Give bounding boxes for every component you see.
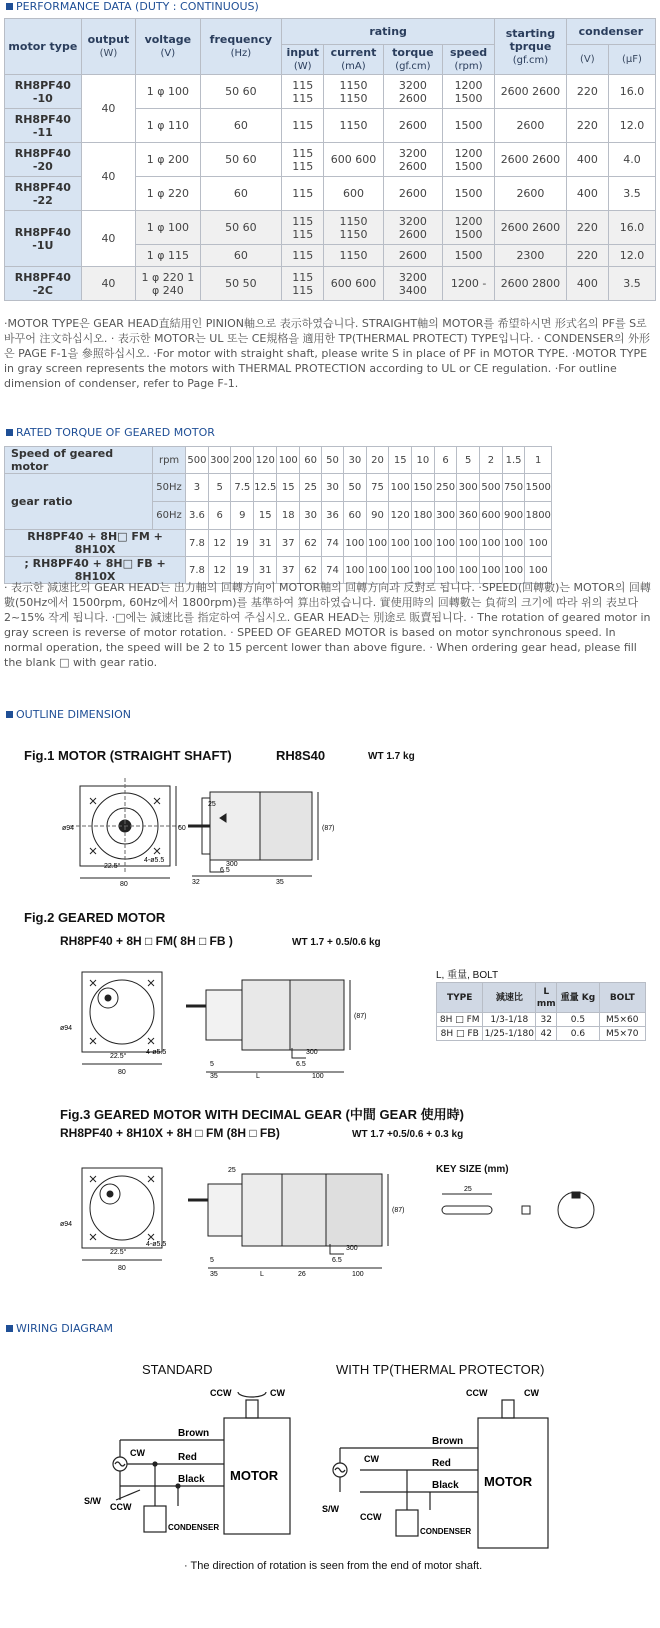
dim-87: (87) <box>354 1013 367 1020</box>
speed-cell: 1500 <box>443 109 495 143</box>
dim-25: 25 <box>208 801 216 808</box>
cond-v-cell: 220 <box>566 75 608 109</box>
speed-cell: 1500 <box>443 177 495 211</box>
torque-value-cell: 7.8 <box>186 530 209 557</box>
start-cell: 2600 2600 <box>495 143 567 177</box>
dim-80: 80 <box>118 1265 126 1272</box>
torque-cell: 3200 2600 <box>383 75 442 109</box>
motor-label: MOTOR <box>230 1468 279 1483</box>
gear-cell: 0.5 <box>557 1013 599 1027</box>
gear-th-ratio: 減速比 <box>483 983 536 1013</box>
dim-5: 5 <box>210 1257 214 1264</box>
torque-value-cell: 37 <box>277 557 300 584</box>
torque-value-cell: 100 <box>389 530 412 557</box>
torque-value-cell: 100 <box>344 557 367 584</box>
voltage-cell: 1 φ 115 <box>136 245 200 267</box>
th-starting-torque: starting tprque (gf.cm) <box>495 19 567 75</box>
th-frequency: frequency (Hz) <box>200 19 282 75</box>
torque-value-cell: 100 <box>480 530 503 557</box>
dim-65: 6.5 <box>332 1257 342 1264</box>
dim-holes: 4-ø5.5 <box>146 1241 167 1248</box>
torque-value-cell: 120 <box>254 447 277 474</box>
gear-cell: 1/3-1/18 <box>483 1013 536 1027</box>
model-cell: RH8PF40 -1U <box>5 211 82 267</box>
torque-value-cell: 500 <box>480 474 503 502</box>
wiring-note: · The direction of rotation is seen from the end of motor shaft. <box>184 1560 483 1572</box>
th-rating: rating <box>282 19 495 45</box>
output-cell: 40 <box>81 75 135 143</box>
side-view <box>186 980 350 1072</box>
speed-cell: 1500 <box>443 245 495 267</box>
voltage-cell: 1 φ 100 <box>136 75 200 109</box>
standard-title: STANDARD <box>142 1362 213 1377</box>
torque-cell: 2600 <box>383 109 442 143</box>
model-cell: RH8PF40 -10 <box>5 75 82 109</box>
dim-65: 6.5 <box>220 867 230 874</box>
dim-25: 25 <box>464 1186 472 1193</box>
torque-value-cell: 100 <box>480 557 503 584</box>
input-cell: 115 <box>282 177 324 211</box>
wiring-drawing <box>60 1380 620 1560</box>
table-row <box>5 143 656 177</box>
torque-value-cell: 100 <box>366 530 389 557</box>
current-cell: 1150 1150 <box>324 211 383 245</box>
torque-value-cell: 100 <box>412 557 435 584</box>
gear-th-L: L mm <box>536 983 557 1013</box>
cond-uf-cell: 16.0 <box>608 75 655 109</box>
current-cell: 600 600 <box>324 267 383 301</box>
torque-value-cell: 3 <box>186 474 209 502</box>
torque-value-cell: 7.5 <box>231 474 254 502</box>
torque-value-cell: 1.5 <box>502 447 525 474</box>
cond-v-cell: 400 <box>566 267 608 301</box>
model-cell: RH8PF40 -11 <box>5 109 82 143</box>
wiring-section-title <box>6 1322 113 1335</box>
torque-value-cell: 7.8 <box>186 557 209 584</box>
freq-cell: 50 60 <box>200 211 282 245</box>
torque-value-cell: 100 <box>457 530 480 557</box>
th-voltage: voltage (V) <box>136 19 200 75</box>
gear-th-type: TYPE <box>437 983 483 1013</box>
torque-title-text: RATED TORQUE OF GEARED MOTOR <box>16 426 215 439</box>
torque-value-cell: 6 <box>208 502 231 530</box>
condenser-label: CONDENSER <box>168 1523 220 1532</box>
torque-value-cell: 12 <box>208 557 231 584</box>
freq-cell: 50 60 <box>200 75 282 109</box>
torque-value-cell: 500 <box>186 447 209 474</box>
torque-value-cell: 10 <box>412 447 435 474</box>
tp-rot-ccw: CCW <box>466 1388 488 1398</box>
fig2-weight: WT 1.7 + 0.5/0.6 kg <box>292 937 381 948</box>
section-bullet-icon <box>6 1325 13 1332</box>
freq-cell: 60 <box>200 245 282 267</box>
fig3-model: RH8PF40 + 8H10X + 8H □ FM (8H □ FB) <box>60 1126 280 1140</box>
wire-brown: Brown <box>178 1428 210 1439</box>
torque-value-cell: 74 <box>322 530 344 557</box>
torque-value-cell: 100 <box>389 474 412 502</box>
speed-label: Speed of geared motor <box>5 447 153 474</box>
torque-value-cell: 19 <box>231 557 254 584</box>
torque-value-cell: 31 <box>254 530 277 557</box>
input-cell: 115 115 <box>282 75 324 109</box>
outline-title-text: OUTLINE DIMENSION <box>16 708 131 721</box>
speed-cell: 1200 1500 <box>443 211 495 245</box>
torque-value-cell: 100 <box>366 557 389 584</box>
th-condenser: condenser <box>566 19 655 45</box>
dim-100: 100 <box>352 1271 364 1278</box>
torque-value-cell: 150 <box>412 474 435 502</box>
torque-value-cell: 74 <box>322 557 344 584</box>
dim-25: 25 <box>228 1167 236 1174</box>
dim-35: 35 <box>210 1271 218 1278</box>
label-cw: CW <box>130 1448 145 1458</box>
torque-value-cell: 60 <box>344 502 367 530</box>
output-cell: 40 <box>81 143 135 211</box>
torque-value-cell: 15 <box>254 502 277 530</box>
table-row <box>437 1027 646 1041</box>
key-size-label: KEY SIZE (mm) <box>436 1164 509 1175</box>
torque-value-cell: 250 <box>434 474 457 502</box>
torque-value-cell: 180 <box>412 502 435 530</box>
th-input: input (W) <box>282 45 324 75</box>
th-speed: speed (rpm) <box>443 45 495 75</box>
torque-value-cell: 100 <box>525 530 552 557</box>
cond-uf-cell: 4.0 <box>608 143 655 177</box>
cond-uf-cell: 3.5 <box>608 267 655 301</box>
tp-condenser-label: CONDENSER <box>420 1527 472 1536</box>
torque-value-cell: 5 <box>208 474 231 502</box>
side-view <box>188 1174 388 1268</box>
gear-table <box>436 982 646 1041</box>
torque-value-cell: 25 <box>300 474 322 502</box>
model-cell: RH8PF40 -2C <box>5 267 82 301</box>
rpm-label: rpm <box>152 447 185 474</box>
gear-cell: M5×60 <box>599 1013 645 1027</box>
torque-value-cell: 60 <box>300 447 322 474</box>
torque-value-cell: 100 <box>502 557 525 584</box>
output-cell: 40 <box>81 267 135 301</box>
performance-note: ·MOTOR TYPE은 GEAR HEAD直結用인 PINION軸으로 表示하였습니다. STRAIGHT軸의 MOTOR를 希望하시면 形式名의 PF를 S로 바꾸어 注文하십시오. · 表示한 MOTOR는 UL 또는 CE規格을 適用한 TP(THERMAL PROTECT) TYPE입니다. · CONDENSER의 外形은 PAGE F-1을 參照하십시오. ·For motor with straight shaft, please write S in place of PF in MOTOR TYPE. ·MOTOR TYPE in gray screen represents the motors with THERMAL PROTECTION according to UL or CE regulation. ·For outline dimension of condenser, refer to Page F-1. <box>4 317 651 390</box>
current-cell: 1150 1150 <box>324 75 383 109</box>
label-ccw: CCW <box>110 1502 132 1512</box>
table-row <box>5 75 656 109</box>
torque-value-cell: 90 <box>366 502 389 530</box>
th-current: current (mA) <box>324 45 383 75</box>
voltage-cell: 1 φ 220 <box>136 177 200 211</box>
section-bullet-icon <box>6 429 13 436</box>
torque-value-cell: 100 <box>434 530 457 557</box>
torque-value-cell: 12.5 <box>254 474 277 502</box>
tp-label-cw: CW <box>364 1454 379 1464</box>
voltage-cell: 1 φ 100 <box>136 211 200 245</box>
torque-value-cell: 300 <box>457 474 480 502</box>
cond-uf-cell: 16.0 <box>608 211 655 245</box>
dim-35: 35 <box>276 879 284 886</box>
gear-cell: 8H □ FB <box>437 1027 483 1041</box>
torque-value-cell: 100 <box>525 557 552 584</box>
dim-94: ø94 <box>62 825 75 832</box>
dim-angle: 22.5° <box>110 1053 127 1060</box>
cond-v-cell: 400 <box>566 143 608 177</box>
dim-L: L <box>260 1271 264 1278</box>
torque-value-cell: 30 <box>300 502 322 530</box>
torque-value-cell: 31 <box>254 557 277 584</box>
start-cell: 2600 <box>495 109 567 143</box>
dim-angle: 22.5° <box>110 1249 127 1256</box>
cond-uf-cell: 3.5 <box>608 177 655 211</box>
torque-cell: 2600 <box>383 177 442 211</box>
performance-table <box>4 18 656 301</box>
torque-value-cell: 1500 <box>525 474 552 502</box>
dim-26: 26 <box>298 1271 306 1278</box>
torque-value-cell: 100 <box>277 447 300 474</box>
gear-cell: 1/25-1/180 <box>484 1028 535 1039</box>
gear-cell: 42 <box>536 1027 557 1041</box>
torque-note: · 表示한 減速比의 GEAR HEAD는 出力軸의 回轉方向이 MOTOR軸의 回轉方向과 反對로 됩니다. ·SPEED(回轉數)는 MOTOR의 回轉數(50Hz에서 1500rpm, 60Hz에서 1800rpm)를 基準하여 算出하였습니다. 實使用時의 回轉數는 負荷의 크기에 따라 위의 表보다 2~15% 작게 됩니다. ·□에는 減速比를 指定하여 주십시오. GEAR HEAD는 別途로 販賣됩니다. · The rotation of geared motor in gray screen is reverse of motor rotation. · SPEED OF GEARED MOTOR is based on motor synchronous speed. In normal operation, the speed will be 2 to 15 percent lower than above figure. · When ordering gear head, please fill the blank □ with gear ratio. <box>4 581 651 669</box>
torque-value-cell: 1 <box>525 447 552 474</box>
fig2-drawing <box>60 960 380 1080</box>
torque-value-cell: 75 <box>366 474 389 502</box>
dim-300: 300 <box>346 1245 358 1252</box>
input-cell: 115 115 <box>282 267 324 301</box>
dim-87: (87) <box>392 1207 405 1214</box>
torque-value-cell: 12 <box>208 530 231 557</box>
torque-value-cell: 120 <box>389 502 412 530</box>
torque-cell: 3200 3400 <box>383 267 442 301</box>
voltage-cell: 1 φ 200 <box>136 143 200 177</box>
dim-80: 80 <box>120 881 128 888</box>
torque-value-cell: 9 <box>231 502 254 530</box>
model-cell: RH8PF40 -20 <box>5 143 82 177</box>
torque-value-cell: 750 <box>502 474 525 502</box>
cond-v-cell: 220 <box>566 245 608 267</box>
label-sw: S/W <box>84 1496 101 1506</box>
wiring-title-text: WIRING DIAGRAM <box>16 1322 114 1335</box>
cond-uf-cell: 12.0 <box>608 245 655 267</box>
dim-60: 60 <box>178 825 186 832</box>
tp-wire-brown: Brown <box>432 1436 464 1447</box>
torque-value-cell: 15 <box>277 474 300 502</box>
torque-cell: 3200 2600 <box>383 211 442 245</box>
torque-value-cell: 100 <box>344 530 367 557</box>
current-cell: 1150 <box>324 109 383 143</box>
dim-80: 80 <box>118 1069 126 1076</box>
freq-cell: 60 <box>200 177 282 211</box>
start-cell: 2600 <box>495 177 567 211</box>
tp-motor-label: MOTOR <box>484 1474 533 1489</box>
torque-value-cell: 15 <box>389 447 412 474</box>
row2-label: ; RH8PF40 + 8H□ FB + 8H10X <box>5 557 186 584</box>
gear-ratio-label: gear ratio <box>5 474 153 530</box>
dim-holes: 4-ø5.5 <box>146 1049 167 1056</box>
tp-wire-black: Black <box>432 1480 459 1491</box>
torque-value-cell: 50 <box>322 447 344 474</box>
wire-black: Black <box>178 1474 205 1485</box>
th-torque: torque (gf.cm) <box>383 45 442 75</box>
output-cell: 40 <box>81 211 135 267</box>
model-cell: RH8PF40 -22 <box>5 177 82 211</box>
dim-94: ø94 <box>60 1025 73 1032</box>
current-cell: 600 600 <box>324 143 383 177</box>
start-cell: 2600 2600 <box>495 211 567 245</box>
dim-5: 5 <box>210 1061 214 1068</box>
hz50-label: 50Hz <box>152 474 185 502</box>
input-cell: 115 <box>282 109 324 143</box>
fig3-title: Fig.3 GEARED MOTOR WITH DECIMAL GEAR (中間 GEAR 使用時) <box>60 1107 464 1122</box>
freq-cell: 50 60 <box>200 143 282 177</box>
torque-value-cell: 62 <box>300 557 322 584</box>
torque-value-cell: 300 <box>208 447 231 474</box>
row1-label: RH8PF40 + 8H□ FM + 8H10X <box>5 530 186 557</box>
key-size-drawing <box>436 1180 646 1260</box>
gear-cell: 0.6 <box>557 1027 599 1041</box>
voltage-cell: 1 φ 110 <box>136 109 200 143</box>
gear-cell: 32 <box>536 1013 557 1027</box>
torque-value-cell: 30 <box>322 474 344 502</box>
dim-angle: 22.5° <box>104 863 121 870</box>
torque-value-cell: 6 <box>434 447 457 474</box>
input-cell: 115 <box>282 245 324 267</box>
dim-100: 100 <box>312 1073 324 1080</box>
torque-value-cell: 100 <box>434 557 457 584</box>
torque-value-cell: 30 <box>344 447 367 474</box>
torque-value-cell: 36 <box>322 502 344 530</box>
dim-94: ø94 <box>60 1221 73 1228</box>
torque-value-cell: 900 <box>502 502 525 530</box>
torque-value-cell: 600 <box>480 502 503 530</box>
dim-300: 300 <box>306 1049 318 1056</box>
wire-red: Red <box>178 1452 197 1463</box>
torque-table <box>4 446 552 584</box>
gear-cell: 8H □ FM <box>437 1013 483 1027</box>
fig2-title: Fig.2 GEARED MOTOR <box>24 910 166 925</box>
gear-table-caption: L, 重量, BOLT <box>436 970 499 981</box>
hz60-label: 60Hz <box>152 502 185 530</box>
with-tp-title: WITH TP(THERMAL PROTECTOR) <box>336 1362 545 1377</box>
speed-cell: 1200 1500 <box>443 75 495 109</box>
dim-300: 300 <box>226 861 238 868</box>
torque-value-cell: 360 <box>457 502 480 530</box>
section-bullet-icon <box>6 3 13 10</box>
torque-value-cell: 1800 <box>525 502 552 530</box>
speed-cell: 1200 1500 <box>443 143 495 177</box>
torque-value-cell: 100 <box>412 530 435 557</box>
dim-holes: 4-ø5.5 <box>144 857 165 864</box>
torque-value-cell: 5 <box>457 447 480 474</box>
dim-32: 32 <box>192 879 200 886</box>
th-cond-uf: (μF) <box>608 45 655 75</box>
table-row <box>5 267 656 301</box>
torque-value-cell: 62 <box>300 530 322 557</box>
dim-87: (87) <box>322 825 335 832</box>
cond-uf-cell: 12.0 <box>608 109 655 143</box>
th-cond-v: (V) <box>566 45 608 75</box>
table-row <box>5 211 656 245</box>
performance-section-title <box>6 0 259 13</box>
gear-th-weight: 重量 Kg <box>557 983 599 1013</box>
tp-wire-red: Red <box>432 1458 451 1469</box>
section-bullet-icon <box>6 711 13 718</box>
current-cell: 600 <box>324 177 383 211</box>
fig1-model: RH8S40 <box>276 748 326 763</box>
speed-cell: 1200 - <box>443 267 495 301</box>
torque-value-cell: 3.6 <box>186 502 209 530</box>
input-cell: 115 115 <box>282 211 324 245</box>
torque-value-cell: 18 <box>277 502 300 530</box>
performance-title-text: PERFORMANCE DATA (DUTY : CONTINUOUS) <box>16 0 259 13</box>
voltage-cell: 1 φ 220 1 φ 240 <box>136 267 200 301</box>
gear-th-bolt: BOLT <box>599 983 645 1013</box>
th-motor-type: motor type <box>5 19 82 75</box>
cond-v-cell: 220 <box>566 109 608 143</box>
fig1-drawing <box>60 778 360 888</box>
torque-value-cell: 200 <box>231 447 254 474</box>
torque-value-cell: 300 <box>434 502 457 530</box>
torque-value-cell: 37 <box>277 530 300 557</box>
torque-section-title <box>6 426 215 439</box>
tp-rot-cw: CW <box>524 1388 539 1398</box>
torque-cell: 3200 2600 <box>383 143 442 177</box>
torque-value-cell: 2 <box>480 447 503 474</box>
dim-L: L <box>256 1073 260 1080</box>
torque-value-cell: 100 <box>389 557 412 584</box>
torque-value-cell: 100 <box>457 557 480 584</box>
torque-value-cell: 20 <box>366 447 389 474</box>
rot-cw: CW <box>270 1388 285 1398</box>
standard-diagram <box>113 1392 290 1534</box>
dim-35: 35 <box>210 1073 218 1080</box>
torque-cell: 2600 <box>383 245 442 267</box>
tp-label-ccw: CCW <box>360 1512 382 1522</box>
dim-65: 6.5 <box>296 1061 306 1068</box>
torque-value-cell: 50 <box>344 474 367 502</box>
th-output: output (W) <box>81 19 135 75</box>
torque-value-cell: 19 <box>231 530 254 557</box>
fig2-model: RH8PF40 + 8H □ FM( 8H □ FB ) <box>60 934 233 948</box>
tp-label-sw: S/W <box>322 1504 339 1514</box>
current-cell: 1150 <box>324 245 383 267</box>
start-cell: 2600 2600 <box>495 75 567 109</box>
gear-cell: M5×70 <box>599 1027 645 1041</box>
rot-ccw: CCW <box>210 1388 232 1398</box>
torque-value-cell: 100 <box>502 530 525 557</box>
freq-cell: 50 50 <box>200 267 282 301</box>
fig1-title: Fig.1 MOTOR (STRAIGHT SHAFT) <box>24 748 232 763</box>
table-row <box>437 1013 646 1027</box>
start-cell: 2300 <box>495 245 567 267</box>
fig1-weight: WT 1.7 kg <box>368 751 415 762</box>
start-cell: 2600 2800 <box>495 267 567 301</box>
fig3-weight: WT 1.7 +0.5/0.6 + 0.3 kg <box>352 1129 464 1140</box>
input-cell: 115 115 <box>282 143 324 177</box>
freq-cell: 60 <box>200 109 282 143</box>
fig3-drawing <box>60 1150 420 1280</box>
cond-v-cell: 220 <box>566 211 608 245</box>
cond-v-cell: 400 <box>566 177 608 211</box>
outline-section-title <box>6 708 131 721</box>
